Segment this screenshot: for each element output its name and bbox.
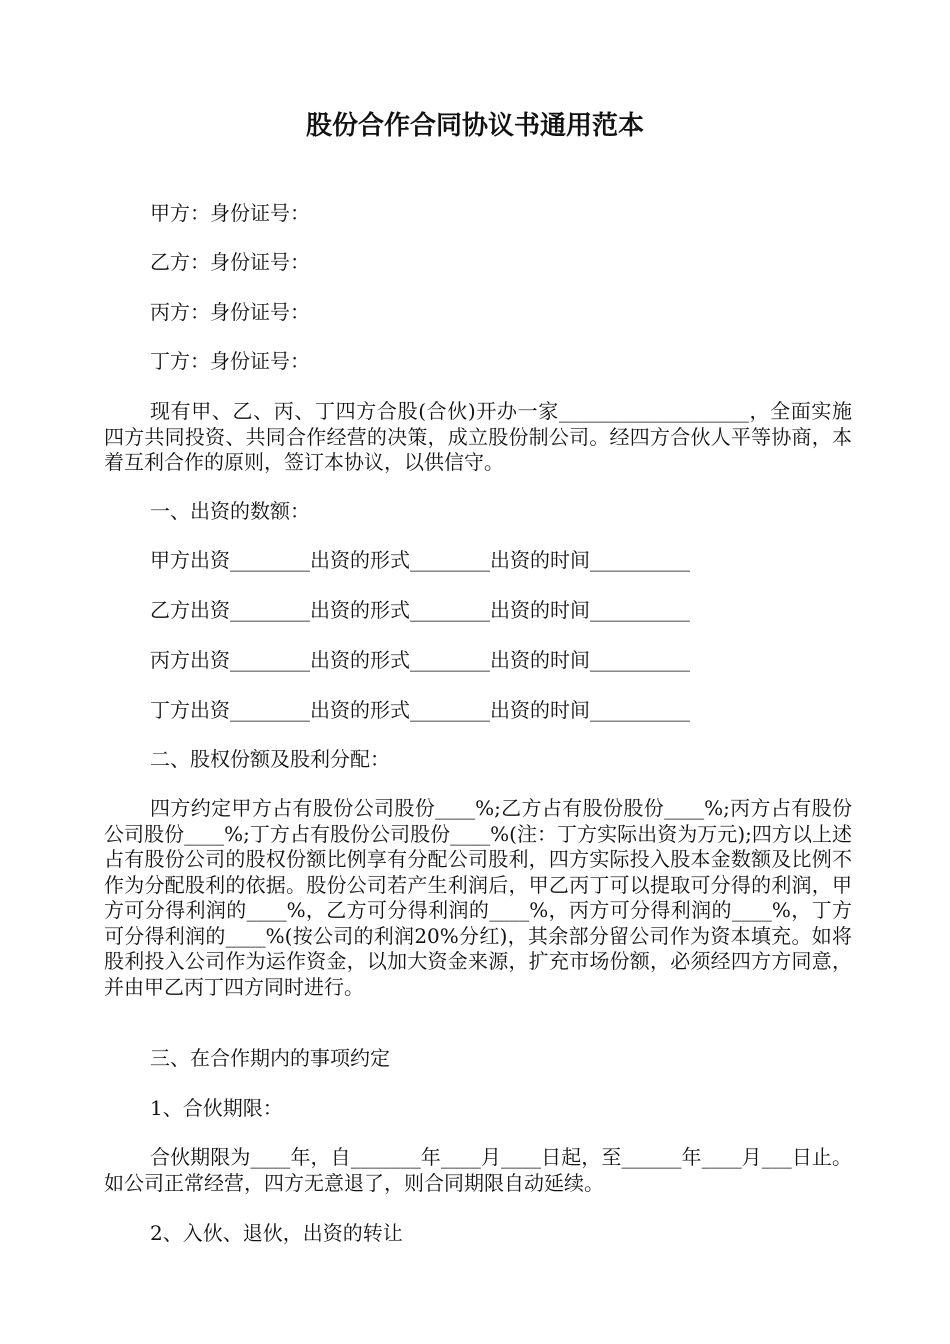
party-a-line: 甲方：身份证号： — [150, 201, 310, 225]
contribution-row-c: 丙方出资________出资的形式________出资的时间__________ — [150, 648, 690, 672]
section2-heading: 二、股权份额及股利分配： — [150, 747, 390, 771]
party-d-line: 丁方：身份证号： — [150, 349, 310, 373]
item2-heading: 2、入伙、退伙，出资的转让 — [150, 1221, 403, 1245]
item1-heading: 1、合伙期限： — [150, 1096, 283, 1120]
section2-paragraph: 四方约定甲方占有股份公司股份____%;乙方占有股份股份____%;丙方占有股份公司股份____%;丁方占有股份公司股份____%(注：丁方实际出资为万元);四方以上述占有股份公司的股权份额比例享有分配公司股利，四方实际投入股本金数额及比例不作为分配股利的依据。股份公司若产生利润后，甲乙丙丁可以提取可分得的利润，甲方可分得利润的____%，乙方可分得利润的____%，丙方可分得利润的____%，丁方可分得利润的____%(按公司的利润20%分红)，其余部分留公司作为资本填充。如将股利投入公司作为运作资金，以加大资金来源，扩充市场份额，必须经四方方同意，并由甲乙丙丁四方同时进行。 — [104, 796, 852, 999]
document-title: 股份合作合同协议书通用范本 — [305, 111, 644, 141]
contribution-row-a: 甲方出资________出资的形式________出资的时间__________ — [150, 548, 690, 572]
contribution-row-d: 丁方出资________出资的形式________出资的时间__________ — [150, 698, 690, 722]
contribution-row-b: 乙方出资________出资的形式________出资的时间__________ — [150, 598, 690, 622]
item1-paragraph: 合伙期限为____年，自_______年____月____日起，至______年____月___日止。如公司正常经营，四方无意退了，则合同期限自动延续。 — [104, 1145, 852, 1195]
section1-heading: 一、出资的数额： — [150, 499, 310, 523]
intro-paragraph: 现有甲、乙、丙、丁四方合股(合伙)开办一家___________________，全面实施四方共同投资、共同合作经营的决策，成立股份制公司。经四方合伙人平等协商，本着互利合作的原则，签订本协议，以供信守。 — [104, 399, 852, 474]
section3-heading: 三、在合作期内的事项约定 — [150, 1046, 390, 1070]
party-c-line: 丙方：身份证号： — [150, 300, 310, 324]
party-b-line: 乙方：身份证号： — [150, 250, 310, 274]
